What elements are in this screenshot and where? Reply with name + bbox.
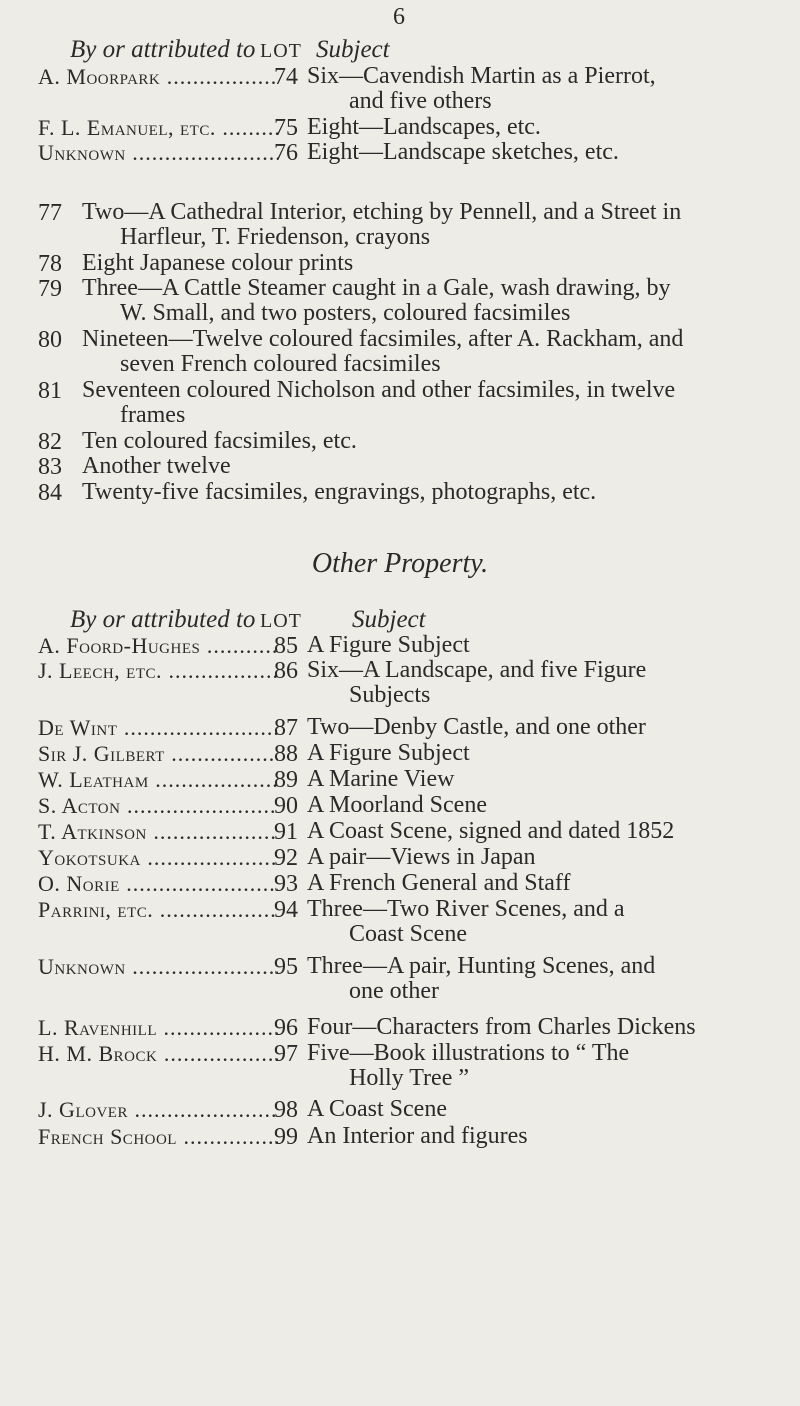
lot-description: Another twelve: [82, 453, 231, 479]
lot-subject: Three—A pair, Hunting Scenes, and one other: [307, 953, 656, 1004]
lot-number: 99: [274, 1124, 298, 1150]
lot-number: 88: [274, 741, 298, 767]
table1-header-subject: Subject: [316, 36, 390, 63]
artist-name: A. Foord-Hughes .....: [38, 633, 278, 659]
lot-number: 78: [38, 251, 62, 277]
table-row: [0, 1096, 800, 1123]
lot-number: 89: [274, 767, 298, 793]
artist-name: W. Leatham .....: [38, 767, 278, 793]
table-row: [0, 714, 800, 741]
section-title: Other Property.: [311, 548, 489, 579]
lot-number: 87: [274, 715, 298, 741]
lot-subject: An Interior and figures: [307, 1123, 528, 1149]
lot-description: Ten coloured facsimiles, etc.: [82, 428, 357, 454]
artist-name: Parrini, etc. .....: [38, 897, 278, 923]
artist-name: De Wint .....: [38, 715, 278, 741]
table-row: [0, 766, 800, 793]
artist-name: O. Norie .....: [38, 871, 278, 897]
lot-description: Twenty-five facsimiles, engravings, photographs, etc.: [82, 479, 597, 505]
lot-number: 83: [38, 454, 62, 480]
table-row: [0, 844, 800, 871]
table-row: [0, 896, 800, 947]
lot-number: 93: [274, 871, 298, 897]
artist-name: French School .....: [38, 1124, 278, 1150]
lot-description: Three—A Cattle Steamer caught in a Gale, wash drawing, by W. Small, and two posters, coloured facsimiles: [82, 275, 671, 326]
table2-header-subject: Subject: [352, 606, 426, 633]
table2-header-artist: By or attributed to: [70, 606, 256, 633]
artist-name: J. Glover .....: [38, 1097, 278, 1123]
artist-name: S. Acton .....: [38, 793, 278, 819]
artist-name: A. Moorpark .....: [38, 64, 278, 90]
lot-number: 95: [274, 954, 298, 980]
lot-number: 85: [274, 633, 298, 659]
lot-subject: A Figure Subject: [307, 740, 470, 766]
lot-number: 96: [274, 1015, 298, 1041]
lot-subject: Four—Characters from Charles Dickens: [307, 1014, 696, 1040]
table2-header-lot: LOT: [260, 610, 302, 632]
lot-subject: Three—Two River Scenes, and a Coast Scene: [307, 896, 625, 947]
lot-subject: A French General and Staff: [307, 870, 571, 896]
artist-name: F. L. Emanuel, etc. .....: [38, 115, 278, 141]
lot-subject: A Moorland Scene: [307, 792, 487, 818]
lot-description: Nineteen—Twelve coloured facsimiles, after A. Rackham, and seven French coloured facsimiles: [82, 326, 684, 377]
lot-subject: A Figure Subject: [307, 632, 470, 658]
table-row: [0, 953, 800, 1004]
lot-number: 74: [274, 64, 298, 90]
lot-subject: Six—Cavendish Martin as a Pierrot, and five others: [307, 63, 656, 114]
table-row: [0, 1040, 800, 1091]
lot-number: 91: [274, 819, 298, 845]
artist-name: Unknown .....: [38, 140, 278, 166]
lot-number: 82: [38, 429, 62, 455]
lot-number: 97: [274, 1041, 298, 1067]
table-row: [0, 139, 800, 166]
lot-number: 84: [38, 480, 62, 506]
lot-description: Two—A Cathedral Interior, etching by Pennell, and a Street in Harfleur, T. Friedenson, crayons: [82, 199, 682, 250]
lot-subject: A Coast Scene: [307, 1096, 447, 1122]
lot-number: 94: [274, 897, 298, 923]
artist-name: L. Ravenhill .....: [38, 1015, 278, 1041]
lot-number: 98: [274, 1097, 298, 1123]
lot-subject: Eight—Landscapes, etc.: [307, 114, 541, 140]
artist-name: J. Leech, etc. .....: [38, 658, 278, 684]
lot-number: 75: [274, 115, 298, 141]
table1-header-artist: By or attributed to: [70, 36, 256, 63]
lot-description: Eight Japanese colour prints: [82, 250, 354, 276]
table-row: [0, 1123, 800, 1150]
lot-subject: A pair—Views in Japan: [307, 844, 536, 870]
table-row: [0, 818, 800, 845]
lot-subject: A Coast Scene, signed and dated 1852: [307, 818, 675, 844]
table1-header-lot: LOT: [260, 40, 302, 62]
table-row: [0, 870, 800, 897]
lot-number: 92: [274, 845, 298, 871]
lot-subject: Eight—Landscape sketches, etc.: [307, 139, 619, 165]
lot-number: 79: [38, 276, 62, 302]
page-number: 6: [393, 4, 405, 30]
table-row: [0, 1014, 800, 1041]
lot-subject: Six—A Landscape, and five Figure Subjects: [307, 657, 647, 708]
artist-name: Sir J. Gilbert .....: [38, 741, 278, 767]
table-row: [0, 632, 800, 659]
artist-name: T. Atkinson .....: [38, 819, 278, 845]
table-row: [0, 114, 800, 141]
lot-subject: Five—Book illustrations to “ The Holly Tree ”: [307, 1040, 630, 1091]
lot-number: 77: [38, 200, 62, 226]
lot-number: 80: [38, 327, 62, 353]
table-row: [0, 657, 800, 708]
table-row: [0, 63, 800, 114]
lot-subject: A Marine View: [307, 766, 455, 792]
artist-name: Unknown .....: [38, 954, 278, 980]
artist-name: Yokotsuka .....: [38, 845, 278, 871]
lot-number: 81: [38, 378, 62, 404]
lot-subject: Two—Denby Castle, and one other: [307, 714, 646, 740]
lot-number: 90: [274, 793, 298, 819]
lot-number: 76: [274, 140, 298, 166]
table-row: [0, 740, 800, 767]
artist-name: H. M. Brock .....: [38, 1041, 278, 1067]
lot-description: Seventeen coloured Nicholson and other facsimiles, in twelve frames: [82, 377, 676, 428]
table-row: [0, 792, 800, 819]
lot-number: 86: [274, 658, 298, 684]
